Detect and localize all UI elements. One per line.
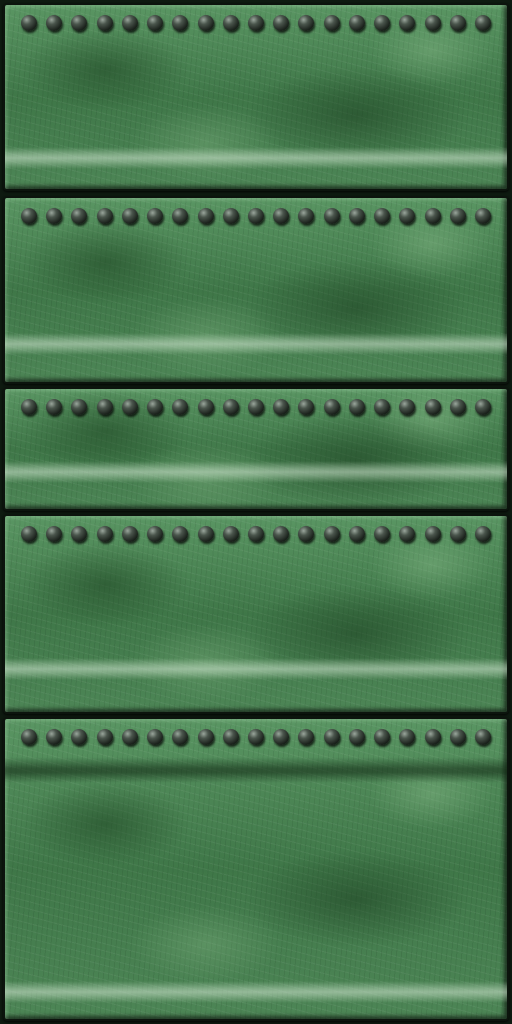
rivet	[374, 15, 390, 31]
highlight-stripe	[5, 333, 507, 355]
rivet	[21, 399, 37, 415]
rivet	[450, 208, 466, 224]
rivet	[273, 526, 289, 542]
rivet	[223, 729, 239, 745]
rivet	[298, 526, 314, 542]
rivet	[46, 729, 62, 745]
rivet	[248, 399, 264, 415]
rivet	[475, 15, 491, 31]
metal-plate-5	[3, 717, 509, 1021]
rivet	[475, 208, 491, 224]
rivet	[273, 399, 289, 415]
rivet	[374, 526, 390, 542]
rivet	[46, 208, 62, 224]
metal-plate-1	[3, 3, 509, 191]
highlight-stripe	[5, 981, 507, 1003]
rivet	[147, 208, 163, 224]
rivet	[425, 208, 441, 224]
rivet	[147, 526, 163, 542]
rivet	[71, 15, 87, 31]
rivet	[71, 729, 87, 745]
rivet	[46, 15, 62, 31]
rivet	[97, 526, 113, 542]
highlight-stripe	[5, 461, 507, 483]
metal-plate-4	[3, 514, 509, 714]
rivet	[122, 526, 138, 542]
highlight-stripe	[5, 658, 507, 680]
rivet	[223, 526, 239, 542]
rivet	[223, 208, 239, 224]
rivet	[399, 15, 415, 31]
rivet	[450, 15, 466, 31]
rivet	[425, 15, 441, 31]
rivet	[223, 15, 239, 31]
rivet	[298, 15, 314, 31]
rivet	[122, 15, 138, 31]
rivet	[248, 208, 264, 224]
rivet	[324, 399, 340, 415]
rivet	[324, 208, 340, 224]
rivet	[198, 208, 214, 224]
rivet	[198, 526, 214, 542]
rivet	[374, 729, 390, 745]
rivet	[147, 15, 163, 31]
rivet	[122, 729, 138, 745]
rivet	[97, 15, 113, 31]
rivet	[223, 399, 239, 415]
rivet	[475, 729, 491, 745]
rivet	[425, 399, 441, 415]
rivet	[97, 399, 113, 415]
rivet	[172, 526, 188, 542]
rivet	[21, 526, 37, 542]
rivet	[349, 729, 365, 745]
rivet	[147, 399, 163, 415]
metal-plate-2	[3, 196, 509, 384]
rivet	[46, 526, 62, 542]
rivet	[198, 729, 214, 745]
rivet	[248, 526, 264, 542]
rivet	[198, 15, 214, 31]
rivet	[21, 729, 37, 745]
rivet	[147, 729, 163, 745]
rivet	[450, 729, 466, 745]
rivet	[298, 399, 314, 415]
rivet	[324, 729, 340, 745]
rivet-row	[21, 526, 491, 546]
rivet	[248, 729, 264, 745]
rivet	[122, 399, 138, 415]
rivet	[273, 208, 289, 224]
rivet	[450, 399, 466, 415]
rivet-row	[21, 208, 491, 228]
rivet	[97, 208, 113, 224]
rivet	[71, 526, 87, 542]
rivet	[425, 526, 441, 542]
rivet	[399, 526, 415, 542]
rivet-row	[21, 399, 491, 419]
rivet	[349, 399, 365, 415]
rivet	[172, 399, 188, 415]
rivet	[273, 729, 289, 745]
rivet	[399, 399, 415, 415]
rivet	[71, 399, 87, 415]
rivet	[425, 729, 441, 745]
rivet	[172, 729, 188, 745]
highlight-stripe	[5, 147, 507, 169]
rivet	[324, 526, 340, 542]
rivet	[21, 208, 37, 224]
rivet	[71, 208, 87, 224]
rivet	[324, 15, 340, 31]
shadow-band	[5, 757, 507, 783]
rivet	[349, 208, 365, 224]
rivet-row	[21, 729, 491, 749]
rivet	[248, 15, 264, 31]
rivet	[298, 208, 314, 224]
rivet	[198, 399, 214, 415]
rivet	[399, 729, 415, 745]
rivet	[475, 399, 491, 415]
rivet	[349, 526, 365, 542]
rivet	[374, 399, 390, 415]
metal-plate-3	[3, 387, 509, 511]
rivet	[298, 729, 314, 745]
rivet	[172, 15, 188, 31]
rivet	[172, 208, 188, 224]
rivet	[399, 208, 415, 224]
rivet	[21, 15, 37, 31]
rivet	[122, 208, 138, 224]
rivet	[475, 526, 491, 542]
rivet	[97, 729, 113, 745]
rivet	[46, 399, 62, 415]
rivet-row	[21, 15, 491, 35]
rivet	[450, 526, 466, 542]
rivet	[273, 15, 289, 31]
rivet	[349, 15, 365, 31]
rivet	[374, 208, 390, 224]
